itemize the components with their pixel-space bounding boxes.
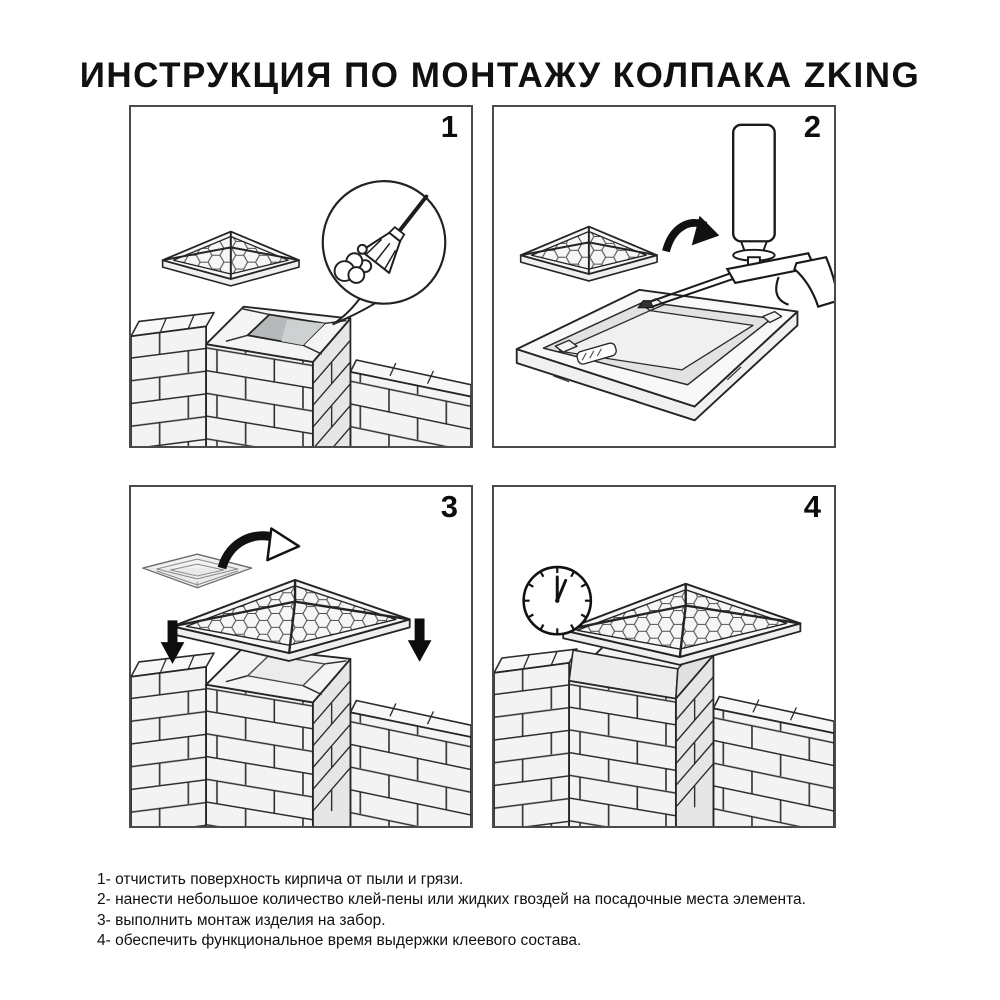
panel-step-1 bbox=[129, 105, 473, 448]
pillar-cap-top-icon bbox=[161, 228, 301, 286]
step-line-2: 2- нанести небольшое количество клей-пены или жидких гвоздей на посадочные места элемента. bbox=[97, 891, 806, 909]
cap-underside-icon bbox=[143, 554, 252, 588]
panel-step-4 bbox=[492, 485, 836, 828]
brick-pillar-icon bbox=[131, 647, 471, 826]
step-line-4: 4- обеспечить функциональное время выдержки клеевого состава. bbox=[97, 932, 582, 950]
step-line-1: 1- отчистить поверхность кирпича от пыли и грязи. bbox=[97, 871, 464, 888]
page-title: ИНСТРУКЦИЯ ПО МОНТАЖУ КОЛПАКА ZKING bbox=[79, 56, 921, 96]
panel-2-illustration bbox=[494, 107, 834, 446]
glue-canister-icon bbox=[733, 125, 775, 242]
foam-gun-icon bbox=[638, 125, 834, 308]
panel-step-3 bbox=[129, 485, 473, 828]
flip-arrow-icon bbox=[666, 216, 719, 252]
steps-list bbox=[97, 870, 806, 952]
panel-3-illustration bbox=[131, 487, 471, 826]
panel-2-number: 2 bbox=[803, 109, 821, 144]
cap-underside-tray-icon bbox=[517, 290, 798, 420]
pillar-cap-large-icon bbox=[173, 580, 412, 661]
panel-step-2 bbox=[492, 105, 836, 448]
step-line-3: 3- выполнить монтаж изделия на забор. bbox=[97, 911, 386, 929]
clock-icon bbox=[524, 567, 591, 634]
flip-arrow-icon bbox=[222, 529, 299, 569]
down-arrow-icon bbox=[408, 618, 432, 661]
panel-4-number: 4 bbox=[803, 489, 821, 524]
panel-grid bbox=[129, 105, 836, 828]
panel-1-number: 1 bbox=[440, 109, 458, 144]
panel-1-illustration bbox=[131, 107, 471, 446]
pillar-cap-top-icon bbox=[519, 223, 659, 281]
panel-4-illustration bbox=[494, 487, 834, 826]
panel-3-number: 3 bbox=[440, 489, 458, 524]
brick-pillar-with-hole-icon bbox=[131, 307, 471, 446]
